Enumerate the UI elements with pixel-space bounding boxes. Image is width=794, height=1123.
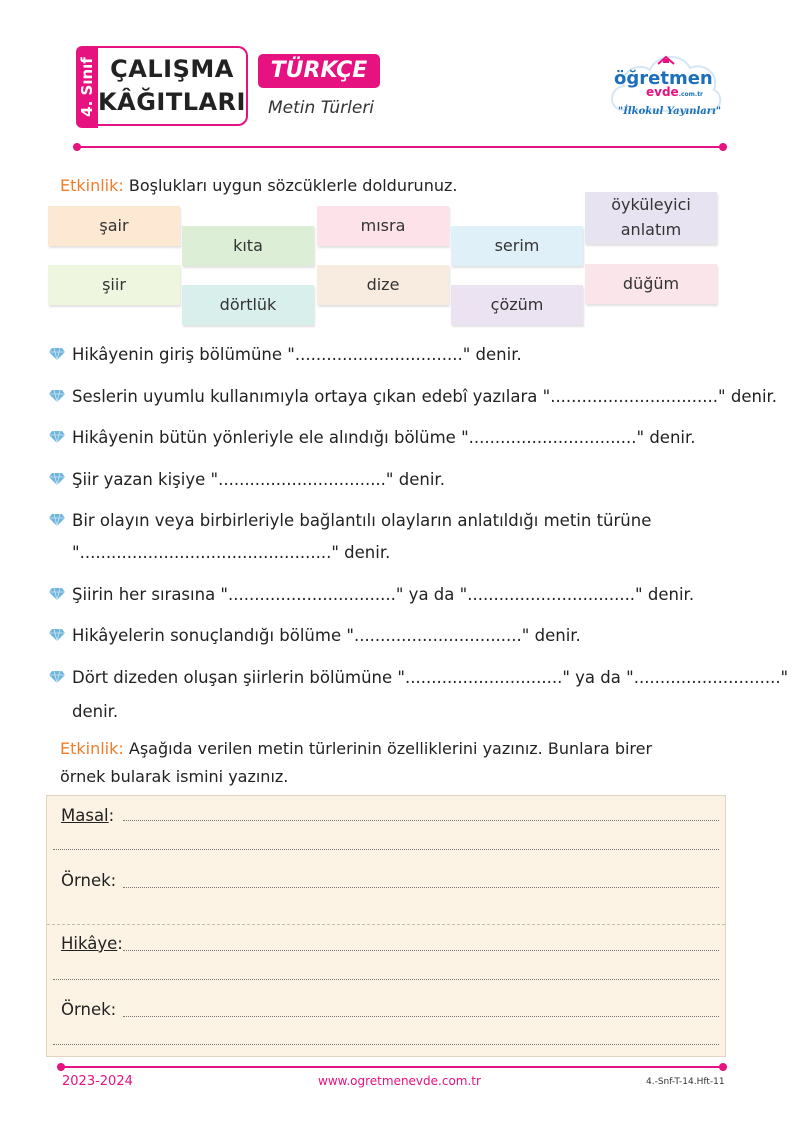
activity-1-instruction: Boşlukları uygun sözcüklerle doldurunuz. bbox=[128, 176, 458, 195]
word-note: şair bbox=[48, 206, 180, 246]
sentence-5-continued: "................................................" denir. bbox=[72, 543, 391, 562]
masal-label: Masal: bbox=[61, 806, 115, 825]
sentence-4 bbox=[48, 470, 445, 489]
topic-title: Metin Türleri bbox=[268, 98, 375, 118]
masal-ornek-line[interactable] bbox=[123, 887, 719, 888]
footer-code: 4.-Snf-T-14.Hft-11 bbox=[646, 1077, 725, 1087]
sentence-3 bbox=[48, 428, 696, 447]
diamond-icon bbox=[48, 513, 66, 527]
subject-badge bbox=[258, 54, 380, 88]
footer-website[interactable]: www.ogretmenevde.com.tr bbox=[318, 1074, 481, 1088]
sentence-8 bbox=[48, 668, 788, 687]
title-line-2: KÂĞITLARI bbox=[98, 88, 246, 116]
masal-answer-line-2[interactable] bbox=[53, 849, 719, 850]
sentence-8-continued: denir. bbox=[72, 702, 119, 721]
writing-area bbox=[46, 795, 726, 1057]
sentence-8-text: Dört dizeden oluşan şiirlerin bölümüne ".............................." ya da "............................" bbox=[72, 668, 789, 687]
grade-tab bbox=[76, 46, 98, 128]
hikaye-answer-line-2[interactable] bbox=[53, 979, 719, 980]
word-note: düğüm bbox=[585, 264, 717, 304]
hikaye-answer-line[interactable] bbox=[123, 950, 719, 951]
activity-2-heading bbox=[60, 739, 652, 758]
sentence-7 bbox=[48, 626, 581, 645]
sentence-5 bbox=[48, 511, 651, 530]
hikaye-ornek-label: Örnek: bbox=[61, 1000, 117, 1019]
title-box bbox=[98, 46, 248, 126]
word-note: mısra bbox=[317, 206, 449, 246]
logo-tagline: "İlkokul Yayınları" bbox=[618, 106, 722, 117]
word-note: öyküleyici anlatım bbox=[585, 192, 717, 244]
activity-2-label: Etkinlik: bbox=[60, 739, 124, 758]
diamond-icon bbox=[48, 472, 66, 486]
publisher-logo bbox=[606, 44, 724, 130]
title-line-1: ÇALIŞMA bbox=[110, 55, 234, 83]
sentence-7-text: Hikâyelerin sonuçlandığı bölüme "................................" denir. bbox=[72, 626, 581, 645]
diamond-icon bbox=[48, 389, 66, 403]
masal-ornek-label: Örnek: bbox=[61, 871, 117, 890]
grade-label: 4. Sınıf bbox=[78, 57, 96, 117]
subject-label: TÜRKÇE bbox=[270, 58, 368, 83]
logo-word-2: evde.com.tr bbox=[646, 85, 704, 99]
diamond-icon bbox=[48, 347, 66, 361]
activity-2-instruction-2: örnek bularak ismini yazınız. bbox=[60, 767, 289, 786]
diamond-icon bbox=[48, 430, 66, 444]
diamond-icon bbox=[48, 670, 66, 684]
logo-word-1: öğretmen bbox=[614, 68, 713, 89]
diamond-icon bbox=[48, 628, 66, 642]
activity-1-heading bbox=[60, 176, 457, 195]
footer-year: 2023-2024 bbox=[62, 1074, 133, 1089]
hikaye-ornek-line-2[interactable] bbox=[53, 1044, 719, 1045]
sentence-4-text: Şiir yazan kişiye "................................" denir. bbox=[72, 470, 445, 489]
word-note: serim bbox=[451, 226, 583, 266]
sentence-5-text: Bir olayın veya birbirleriyle bağlantılı olayların anlatıldığı metin türüne bbox=[72, 511, 652, 530]
word-note: dize bbox=[317, 265, 449, 305]
sentence-6-text: Şiirin her sırasına "................................" ya da "................................" denir. bbox=[72, 585, 695, 604]
footer-divider bbox=[60, 1066, 724, 1068]
word-note: dörtlük bbox=[182, 285, 314, 325]
sentence-1 bbox=[48, 345, 522, 364]
masal-answer-line[interactable] bbox=[123, 820, 719, 821]
sentence-6 bbox=[48, 585, 694, 604]
word-note: şiir bbox=[48, 265, 180, 305]
header-divider bbox=[76, 146, 724, 148]
sentence-2-text: Seslerin uyumlu kullanımıyla ortaya çıkan edebî yazılara "................................" denir. bbox=[72, 387, 778, 406]
word-note: çözüm bbox=[451, 285, 583, 325]
diamond-icon bbox=[48, 587, 66, 601]
word-note: kıta bbox=[182, 226, 314, 266]
sentence-1-text: Hikâyenin giriş bölümüne "................................" denir. bbox=[72, 345, 522, 364]
sentence-3-text: Hikâyenin bütün yönleriyle ele alındığı bölüme "................................" denir. bbox=[72, 428, 696, 447]
activity-1-label: Etkinlik: bbox=[60, 176, 124, 195]
sentence-2 bbox=[48, 387, 777, 406]
hikaye-ornek-line[interactable] bbox=[123, 1016, 719, 1017]
section-divider bbox=[47, 924, 725, 925]
hikaye-label: Hikâye: bbox=[61, 934, 123, 953]
activity-2-instruction-1: Aşağıda verilen metin türlerinin özelliklerini yazınız. Bunlara birer bbox=[128, 739, 653, 758]
